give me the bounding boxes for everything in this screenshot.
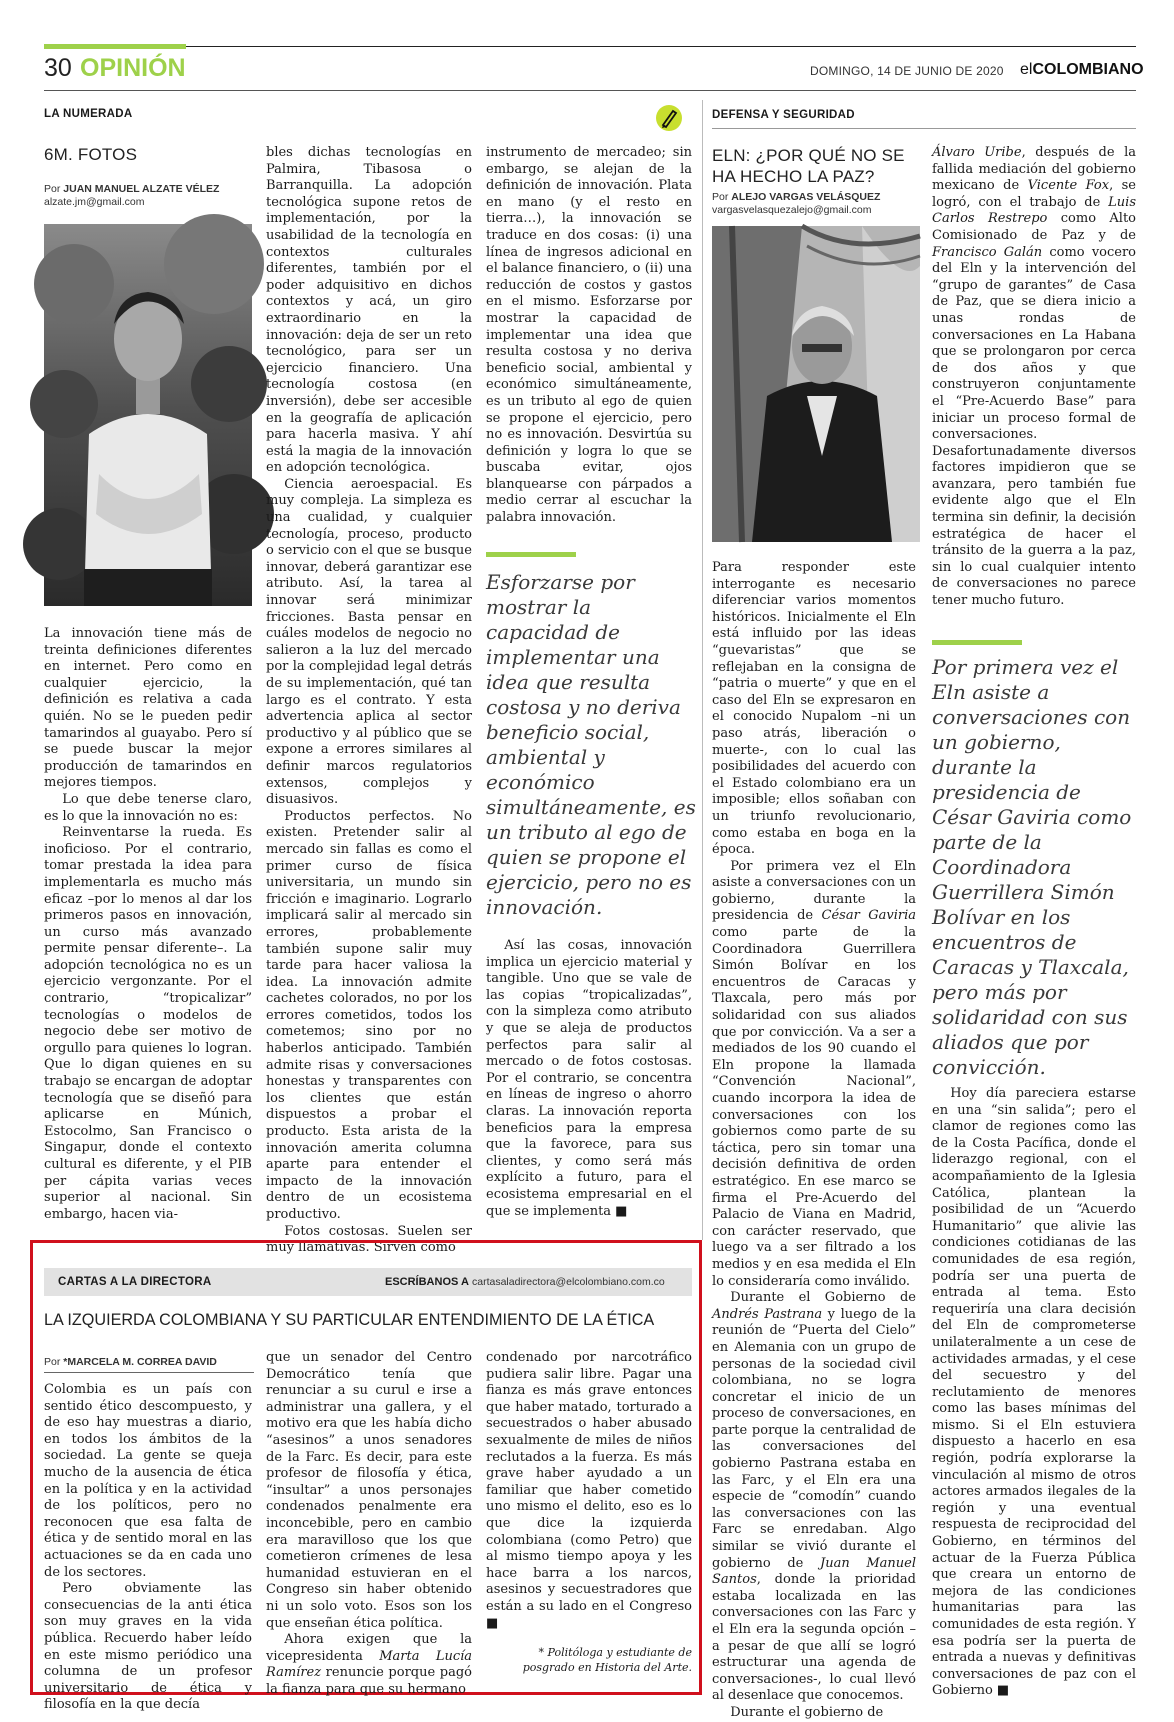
right-article-email: vargasvelasquezalejo@gmail.com — [712, 204, 872, 216]
letters-col2: que un senador del Centro Democrático tenía que renunciar a su curul e irse a administrar una gallera, y el motivo era que les había dicho “asesinos” a unos senadores de la Farc. Es decir, para este profesor de filosofía y ética, “insultar” a unos personajes condenados penalmente era inconcebible, pero en cambio era maravilloso que los que cometieron crímenes de lesa humanidad estuvieran en el Congreso sin haber obtenido ni un solo voto. Esos son los que enseñan ética política. Ahora exigen que la vicepresidenta Marta Lucía Ramírez renuncie porque pagó la fianza para que su hermano — [266, 1350, 473, 1697]
right-header-rule — [712, 128, 1136, 129]
masthead-bottom-rule — [44, 90, 1136, 91]
pullquote-left-bar — [486, 552, 576, 557]
letters-title: LA IZQUIERDA COLOMBIANA Y SU PARTICULAR ENTENDIMIENTO DE LA ÉTICA — [44, 1311, 655, 1329]
section-title: OPINIÓN — [80, 54, 186, 82]
masthead-green-bar — [44, 44, 186, 49]
right-article-byline: Por ALEJO VARGAS VELÁSQUEZ — [712, 191, 881, 203]
letters-col3: condenado por narcotráfico pudiera salir libre. Pagar una fianza es más grave entonces que haber matado, torturado a secuestrados o haber abusado sexualmente de miles de niños reclutados a la fuerza. Es más grave haber ayudado a un familiar que haber cometido uno mismo el delito, eso es lo que dice la izquierda colombiana (como Petro) que al mismo tiempo apoya y les hace barra a los narcos, asesinos y secuestradores que están a su lado en el Congreso ■ — [486, 1350, 692, 1631]
letters-footnote: * Politóloga y estudiante de posgrado en Historia del Arte. — [522, 1646, 692, 1674]
pen-icon — [655, 104, 683, 132]
column-name-right: DEFENSA Y SEGURIDAD — [712, 109, 855, 121]
brand-name: COLOMBIANO — [1032, 61, 1144, 78]
left-article-pullquote: Esforzarse por mostrar la capacidad de implementar una idea que resulta costosa y no deriva beneficio social, ambiental y económico simultáneamente, es un tributo al ego de quien se propone el ejercicio, pero no es innovación. — [486, 570, 696, 919]
letters-header: CARTAS A LA DIRECTORA — [58, 1276, 212, 1288]
masthead-rule — [186, 46, 1136, 47]
right-article-col1: Para responder este interrogante es necesario diferenciar varios momentos históricos. Inicialmente el Eln está influido por las ideas “guevaristas” que se reflejaban en la consigna de “patria o muerte” y que en el caso del Eln se expresaron en el conocido Nupalom –ni un paso atrás, liberación o muerte-, con lo cual las posibilidades del acuerdo con el Estado colombiano era un imposible; ellos soñaban con un triunfo revolucionario, como estaba en boga en la época. Por primera vez el Eln asiste a conversaciones con un gobierno, durante la presidencia de César Gaviria como parte de la Coordinadora Guerrillera Simón Bolívar en los encuentros de Caracas y Tlaxcala, pero más por solidaridad con sus aliados que por convicción. Va a ser a mediados de los 90 cuando el Eln propone la llamada “Convención Nacional”, cuando incorpora la idea de conversaciones con los gobiernos como parte de su táctica, pero sin tomar una decisión definitiva de orden estratégico. En ese marco se firma el Pre-Acuerdo del Palacio de Viana en Madrid, con carácter reservado, que luego va a ser filtrado a los medios y en esa medida el Eln lo consideraría como inválido. Durante el Gobierno de Andrés Pastrana y luego de la reunión de “Puerta del Cielo” en Alemania con un grupo de personas de la sociedad civil colombiana, no se logra concretar el inicio de un proceso de conversaciones, en parte porque la centralidad de las conversaciones del gobierno Pastrana estaba en las Farc, y el Eln era una especie de “comodín” cuando las conversaciones con las Farc se enredaban. Algo similar se vivió durante el gobierno de Juan Manuel Santos, donde la prioridad estaba localizada en las conversaciones con las Farc y el Eln era la segunda opción –a pesar de que allí se logró estructurar una agenda de conversaciones-, lo cual llevó al desenlace que conocemos. Durante el gobierno de — [712, 560, 917, 1720]
letters-col1: Colombia es un país con sentido ético descompuesto, y de eso hay muestras a diario, en todos los ámbitos de la sociedad. La gente se queja mucho de la ausencia de ética en la política y en la actividad de los políticos, pero no reconocen que esa falta de ética y de sentido moral en las actuaciones se da en cada uno de los sectores. Pero obviamente las consecuencias de la anti ética son muy graves en la vida pública. Recuerdo haber leído en este mismo periódico una columna de un profesor universitario de ética y filosofía en la que decía — [44, 1382, 252, 1713]
letters-write-to: ESCRÍBANOS A cartasaladirectora@elcolombiano.com.co — [385, 1276, 665, 1288]
right-article-title: ELN: ¿POR QUÉ NO SE HA HECHO LA PAZ? — [712, 146, 905, 186]
author-photo-left — [44, 224, 252, 606]
letters-byline-rule — [44, 1372, 254, 1373]
left-article-title: 6M. FOTOS — [44, 145, 138, 164]
right-article-col2: Álvaro Uribe, después de la fallida mediación del gobierno mexicano de Vicente Fox, se logró, con el trabajo de Luis Carlos Restrepo como Alto Comisionado de Paz y de Francisco Galán como vocero del Eln y la intervención del “grupo de garantes” de Casa de Paz, que se diera inicio a unas rondas de conversaciones en La Habana que se prolongaron por cerca de dos años y que construyeron conjuntamente el “Pre-Acuerdo Base” para iniciar un proceso formal de conversaciones. Desafortunadamente diversos factores impidieron que se avanzara, pero también fue evidente algo que el Eln termina sin definir, la decisión estratégica de hacer el tránsito de la guerra a la paz, sin lo cual cualquier intento de conversaciones no parece tener mucho futuro. — [932, 145, 1137, 609]
left-article-byline: Por JUAN MANUEL ALZATE VÉLEZ — [44, 183, 220, 195]
right-article-col2-end: Hoy día pareciera estarse en una “sin salida”; pero el clamor de regiones como las de la Costa Pacífica, donde el liderazgo regional, con el acompañamiento de la Iglesia Católica, plantean la posibilidad de un “Acuerdo Humanitario” que alivie las condiciones cotidianas de las comunidades de esa región, podría ser una puerta de entrada al tema. Esto requeriría una clara decisión del Eln de comprometerse unilateralmente a un cese de actividades armadas, y el cese del secuestro y del reclutamiento de menores como las bases mínimas del mismo. Si el Eln estuviera dispuesto a hacerlo en esa región, podría explorarse la vinculación al mismo de otros actores armados ilegales de la región y una eventual respuesta de reciprocidad del Gobierno, en términos del actuar de la Fuerza Pública que creara un entorno de mejora de las condiciones humanitarias para las comunidades de esta región. Y esa podría ser la puerta de entrada a nuevas y definitivas conversaciones de paz con el Gobierno ■ — [932, 1086, 1136, 1699]
letters-byline: Por *MARCELA M. CORREA DAVID — [44, 1356, 217, 1368]
column-name-left: LA NUMERADA — [44, 108, 133, 120]
column-rule — [702, 100, 703, 1240]
left-article-col2: bles dichas tecnologías en Palmira, Tibasosa o Barranquilla. La adopción tecnológica supone retos de implementación, por la usabilidad de la tecnología en contextos culturales diferentes, también por el poder adquisitivo en dichos contextos y acá, un giro extraordinario en la innovación: deja de ser un reto tecnológico, para ser un ejercicio financiero. Una tecnología costosa (en inversión), debe ser accesible en la geografía de aplicación para hacerla masiva. Y ahí está la magia de la innovación en adopción tecnológica. Ciencia aeroespacial. Es muy compleja. La simpleza es una cualidad, y cualquier tecnología, proceso, producto o servicio con el que se busque innovar, deberá garantizar ese atributo. Así, la tarea al innovar será minimizar fricciones. Basta pensar en cuáles modelos de negocio no salieron a la luz del mercado por la complejidad legal detrás de su implementación, qué tan largo es el contrato. Y esta advertencia aplica al sector productivo y al público que se expone a errores similares al definir marcos regulatorios extensos, complejos y disuasivos. Productos perfectos. No existen. Pretender salir al mercado sin fallas es como el primer curso de física universitaria, un mundo sin fricción e imaginario. Lograrlo implicará salir al mercado sin errores, probablemente también supone salir muy tarde para hacer valiosa la idea. La innovación admite cachetes colorados, no por los errores cometidos, todos los cometemos; sino por no haberlos anticipado. También admite risas y conversaciones honestas y transparentes con los clientes que están dispuestos a probar el producto. Esta arista de la innovación amerita columna aparte para entender el impacto de la innovación dentro de un ecosistema productivo. Fotos costosas. Suelen ser muy llamativas. Sirven como — [266, 145, 472, 1256]
brand-prefix: el — [1020, 61, 1033, 78]
author-photo-right — [712, 226, 920, 542]
left-article-col3: instrumento de mercadeo; sin embargo, se alejan de la definición de innovación. Plata en mano (y el resto en tierra…), la innovación se traduce en dos cosas: (i) una línea de ingresos adicional en el balance financiero, o (ii) una reducción de costos y gastos en el mismo. Esforzarse por mostrar la capacidad de implementar una idea que resulta costosa y no deriva beneficio social, ambiental y económico simultáneamente, es un tributo al ego de quien se propone el ejercicio, pero no es innovación. Desvirtúa su definición y logra lo que se buscaba evitar, ojos blanquearse con párpados a medio cerrar al escuchar la palabra innovación. — [486, 145, 692, 526]
right-article-pullquote: Por primera vez el Eln asiste a conversaciones con un gobierno, durante la presidencia de César Gaviria como parte de la Coordinadora Guerrillera Simón Bolívar en los encuentros de Caracas y Tlaxcala, pero más por solidaridad con sus aliados que por convicción. — [932, 655, 1132, 1079]
brand-logo — [1020, 61, 1144, 79]
issue-date: DOMINGO, 14 DE JUNIO DE 2020 — [810, 64, 1004, 78]
pullquote-right-bar — [932, 640, 1022, 645]
left-article-col3-end: Así las cosas, innovación implica un ejercicio material y tangible. Uno que se vale de las copias “tropicalizadas”, con la simpleza como atributo y que se aleja de productos perfectos para salir al mercado o de fotos costosas. Por el contrario, se concentra en líneas de ingreso o ahorro claras. La innovación reporta beneficios para la empresa que la favorece, para sus clientes, y como será más explícito a futuro, para el ecosistema empresarial en el que se implementa ■ — [486, 938, 692, 1219]
left-article-col1: La innovación tiene más de treinta definiciones diferentes en internet. Pero como en cualquier ejercicio, la definición es relativa a cada quién. No se le pueden pedir tamarindos al guayabo. Pero sí se puede buscar la mejor producción de tamarindos en mejores tiempos. Lo que debe tenerse claro, es lo que la innovación no es: Reinventarse la rueda. Es inoficioso. Por el contrario, tomar prestada la idea para implementarla es mucho más eficaz –por lo menos al dar los primeros pasos en innovación, un curso más avanzado permite pensar diferente–. La adopción tecnológica no es un ejercicio vergonzante. Por el contrario, “tropicalizar” tecnologías o modelos de negocio debe ser motivo de orgullo para quienes lo logran. Que lo digan quienes en su trabajo se encargan de adoptar tecnología que se diseñó para aplicarse en Múnich, Estocolmo, San Francisco o Singapur, donde el contexto cultural es diferente, y el PIB per cápita varias veces superior al nacional. Sin embargo, hacen via- — [44, 626, 252, 1222]
page-number: 30 — [44, 54, 72, 82]
left-article-email: alzate.jm@gmail.com — [44, 196, 145, 208]
